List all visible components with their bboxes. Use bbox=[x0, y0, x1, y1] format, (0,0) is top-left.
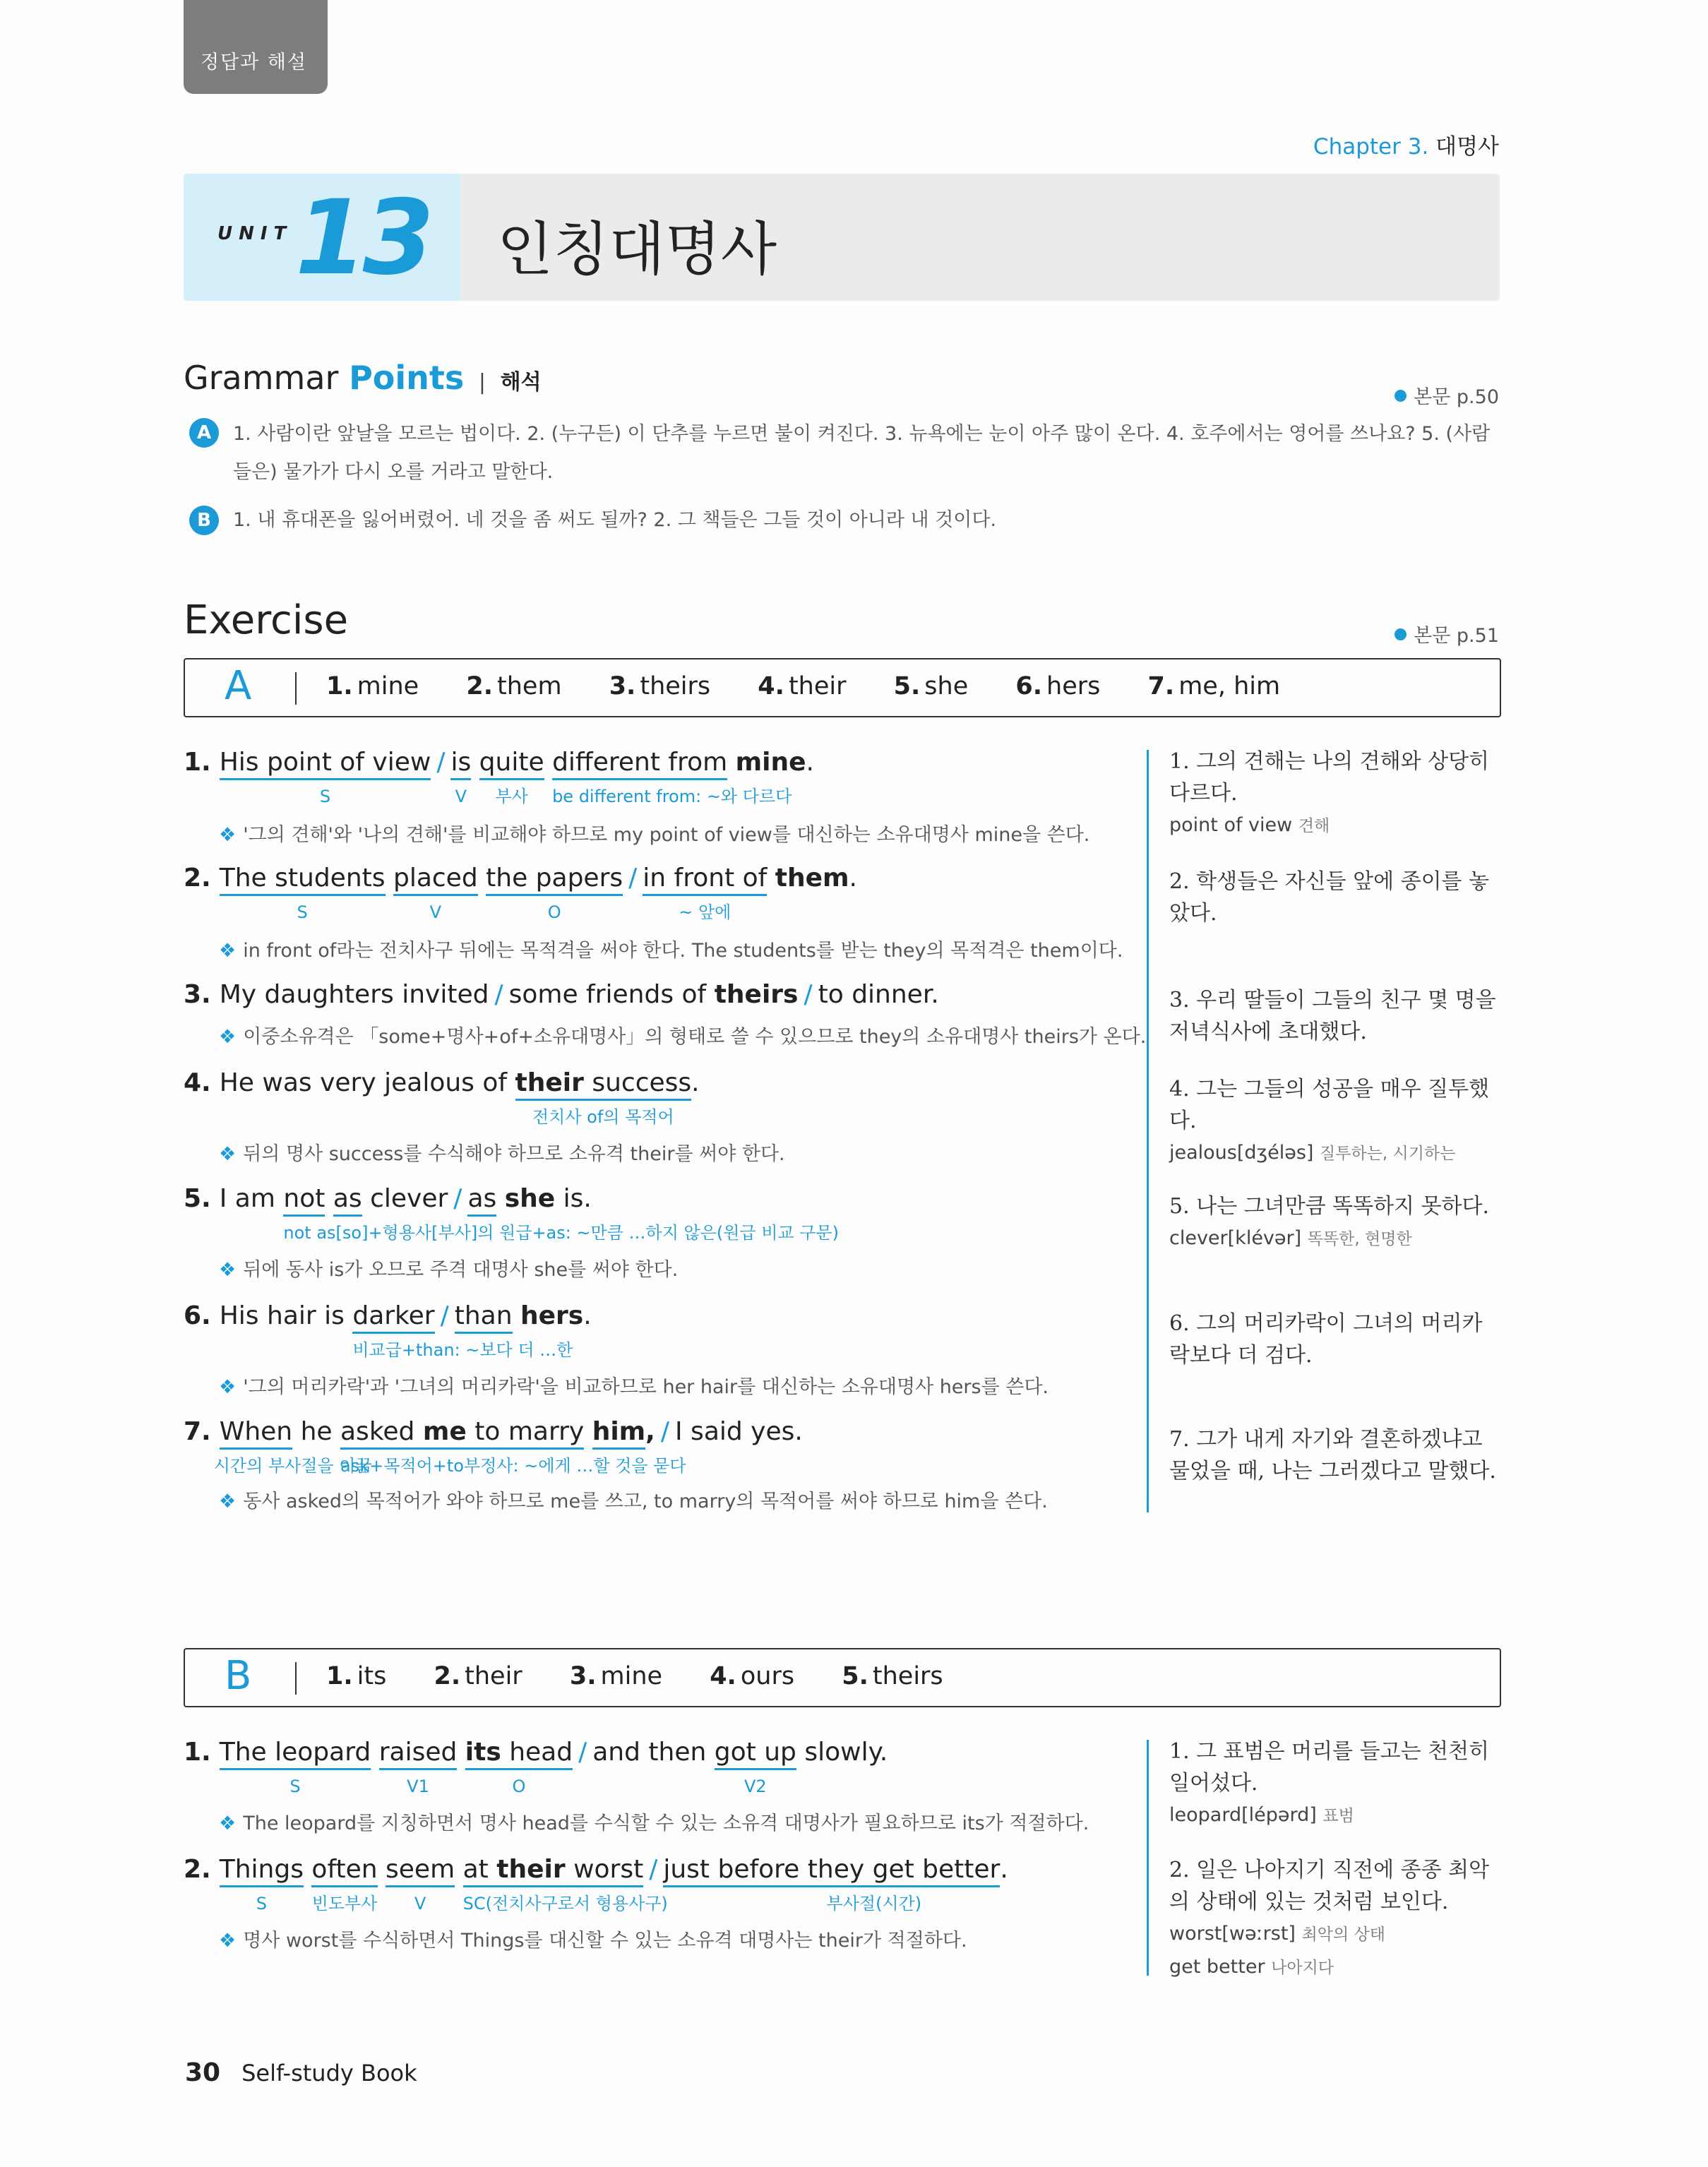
unit-number-box bbox=[184, 174, 460, 301]
bullet-dot-icon bbox=[1395, 628, 1407, 640]
answer-item: 5. she bbox=[893, 672, 969, 700]
grammar-a-line1: 1. 사람이란 앞날을 모르는 법이다. 2. (누구든) 이 단추를 누르면 불이 켜진다. 3. 뉴욕에는 눈이 아주 많이 온다. 4. 호주에서는 영어를 쓰나요? 5. (사람 bbox=[233, 423, 1491, 445]
unit-title: 인칭대명사 bbox=[497, 216, 777, 283]
section-b-divider bbox=[1147, 1740, 1149, 1976]
grammar-page-ref bbox=[1395, 381, 1499, 409]
unit-header bbox=[184, 174, 1500, 301]
underlined-phrase: different from be different from: ~와 다르다 bbox=[552, 748, 792, 806]
underlined-phrase: often 빈도부사 bbox=[311, 1855, 378, 1914]
sentence-a6: 6. His hair is darker 비교급+than: ~보다 더 …한 / than hers. bbox=[184, 1301, 592, 1360]
answer-b-letter: B bbox=[225, 1653, 252, 1699]
answer-item: 3. mine bbox=[569, 1662, 663, 1690]
chapter-name: 대명사 bbox=[1435, 134, 1499, 160]
sentence-a1: 1. His point of view S / is V quite 부사 different from be different from: ~와 다르다 mine. bbox=[184, 748, 814, 806]
answer-box-a bbox=[184, 658, 1501, 717]
underlined-phrase: When 시간의 부사절을 이끎 bbox=[213, 1417, 372, 1476]
answer-box-b bbox=[184, 1648, 1501, 1707]
underlined-phrase: him bbox=[592, 1416, 645, 1450]
underlined-phrase: in front of ~ 앞에 bbox=[643, 864, 768, 922]
underlined-phrase: at their worst SC(전치사구로서 형용사구) bbox=[462, 1855, 668, 1914]
answer-item: 2. their bbox=[434, 1662, 522, 1690]
grammar-points-title: Grammar Points | 해석 bbox=[184, 359, 542, 397]
underlined-phrase: His point of view S bbox=[219, 748, 431, 806]
sentence-b1: 1. The leopard S raised V1 its head O / and then got up V2 slowly. bbox=[184, 1738, 888, 1796]
underlined-phrase: the papers O bbox=[486, 864, 623, 922]
explanation-b2: ❖ 명사 worst를 수식하면서 Things를 대신할 수 있는 소유격 대명사는 their가 적절하다. bbox=[219, 1930, 967, 1952]
translation-a1: 1. 그의 견해는 나의 견해와 상당히 다르다. point of view 견해 bbox=[1169, 749, 1490, 836]
answer-item: 1. its bbox=[326, 1662, 387, 1690]
grammar-a-text bbox=[233, 415, 1504, 491]
grammar-page-ref-text: 본문 p.50 bbox=[1414, 386, 1499, 408]
translation-a6: 6. 그의 머리카락이 그녀의 머리카락보다 더 검다. bbox=[1169, 1311, 1483, 1368]
translation-a5: 5. 나는 그녀만큼 똑똑하지 못하다. clever[klévər] 똑똑한, 현명한 bbox=[1169, 1194, 1490, 1249]
explanation-a1: ❖ '그의 견해'와 '나의 견해'를 비교해야 하므로 my point of view를 대신하는 소유대명사 mine을 쓴다. bbox=[219, 824, 1090, 846]
exercise-page-ref bbox=[1395, 620, 1499, 647]
explanation-a2: ❖ in front of라는 전치사구 뒤에는 목적격을 써야 한다. The students를 받는 they의 목적격은 them이다. bbox=[219, 940, 1123, 962]
chapter-label bbox=[1313, 129, 1499, 160]
underlined-phrase: seem V bbox=[386, 1855, 455, 1914]
translation-a3: 3. 우리 딸들이 그들의 친구 몇 명을 저녁식사에 초대했다. bbox=[1169, 988, 1496, 1044]
underlined-phrase: not not as[so]+형용사[부사]의 원급+as: ~만큼 …하지 않은(원급 비교 구문) bbox=[283, 1184, 839, 1243]
divider bbox=[295, 1662, 297, 1695]
exercise-title: Exercise bbox=[184, 597, 349, 643]
underlined-phrase: got up V2 bbox=[714, 1738, 796, 1796]
translation-word: 해석 bbox=[500, 370, 542, 395]
chapter-prefix: Chapter 3. bbox=[1313, 134, 1429, 160]
underlined-phrase: Things S bbox=[219, 1855, 304, 1914]
underlined-phrase: as bbox=[333, 1183, 362, 1217]
underlined-phrase: than bbox=[455, 1301, 513, 1334]
grammar-b-text: 1. 내 휴대폰을 잃어버렸어. 네 것을 좀 써도 될까? 2. 그 책들은 그들 것이 아니라 내 것이다. bbox=[233, 509, 997, 531]
section-a-divider bbox=[1147, 750, 1149, 1512]
circle-b-icon: B bbox=[189, 506, 219, 535]
explanation-a6: ❖ '그의 머리카락'과 '그녀의 머리카락'을 비교하므로 her hair를 대신하는 소유대명사 hers를 쓴다. bbox=[219, 1376, 1049, 1398]
translation-b2: 2. 일은 나아지기 직전에 종종 최악의 상태에 있는 것처럼 보인다. worst[wəːrst] 최악의 상태 get better 나아지다 bbox=[1169, 1858, 1490, 1978]
explanation-a5: ❖ 뒤에 동사 is가 오므로 주격 대명사 she를 써야 한다. bbox=[219, 1259, 679, 1281]
translation-a4: 4. 그는 그들의 성공을 매우 질투했다. jealous[dʒéləs] 질투하는, 시기하는 bbox=[1169, 1077, 1490, 1164]
underlined-phrase: just before they get better 부사절(시간) bbox=[663, 1855, 1001, 1914]
underlined-phrase: is V bbox=[450, 748, 472, 806]
translation-b1: 1. 그 표범은 머리를 들고는 천천히 일어섰다. leopard[lépərd] 표범 bbox=[1169, 1739, 1490, 1826]
sentence-a4: 4. He was very jealous of their success 전치사 of의 목적어 . bbox=[184, 1068, 700, 1127]
divider bbox=[295, 672, 297, 705]
explanation-a7: ❖ 동사 asked의 목적어가 와야 하므로 me를 쓰고, to marry의 목적어를 써야 하므로 him을 쓴다. bbox=[219, 1491, 1048, 1512]
underlined-phrase: The leopard S bbox=[219, 1738, 371, 1796]
underlined-phrase: darker 비교급+than: ~보다 더 …한 bbox=[352, 1301, 573, 1360]
sentence-a2: 2. The students S placed V the papers O / in front of ~ 앞에 them. bbox=[184, 864, 857, 922]
page-footer bbox=[185, 2058, 417, 2087]
answer-item: 4. ours bbox=[710, 1662, 795, 1690]
unit-word: UNIT bbox=[217, 223, 293, 244]
circle-a-icon: A bbox=[189, 418, 219, 448]
answer-b-list bbox=[326, 1662, 983, 1690]
sentence-a3: 3. My daughters invited / some friends of theirs / to dinner. bbox=[184, 980, 939, 1009]
underlined-phrase: The students S bbox=[219, 864, 386, 922]
book-name: Self-study Book bbox=[241, 2060, 417, 2087]
underlined-phrase: quite 부사 bbox=[479, 748, 544, 806]
underlined-phrase: placed V bbox=[393, 864, 478, 922]
bullet-dot-icon bbox=[1395, 390, 1407, 402]
tab-label: 정답과 해설 bbox=[201, 52, 307, 73]
sentence-a7: 7. When 시간의 부사절을 이끎 he asked me to marry ask+목적어+to부정사: ~에게 …할 것을 묻다 him, / I said yes. bbox=[184, 1417, 803, 1476]
underlined-phrase: asked me to marry ask+목적어+to부정사: ~에게 …할 것을 묻다 bbox=[340, 1417, 686, 1476]
points-title-word: Points bbox=[349, 359, 465, 397]
header-tab bbox=[184, 0, 328, 94]
underlined-phrase: its head O bbox=[465, 1738, 573, 1796]
translation-a2: 2. 학생들은 자신들 앞에 종이를 놓았다. bbox=[1169, 869, 1490, 926]
grammar-a-line2: 들은) 물가가 다시 오를 거라고 말한다. bbox=[233, 461, 554, 483]
underlined-phrase: raised V1 bbox=[378, 1738, 458, 1796]
answer-item: 4. their bbox=[758, 672, 847, 700]
answer-item: 7. me, him bbox=[1147, 672, 1281, 700]
unit-number: 13 bbox=[295, 178, 431, 298]
answer-item: 2. them bbox=[466, 672, 562, 700]
answer-item: 6. hers bbox=[1015, 672, 1101, 700]
answer-a-letter: A bbox=[225, 663, 252, 709]
answer-item: 5. theirs bbox=[842, 1662, 943, 1690]
sentence-a5: 5. I am not not as[so]+형용사[부사]의 원급+as: ~만큼 …하지 않은(원급 비교 구문) as clever / as she is. bbox=[184, 1184, 839, 1243]
explanation-a4: ❖ 뒤의 명사 success를 수식해야 하므로 소유격 their를 써야 한다. bbox=[219, 1143, 785, 1165]
translation-a7: 7. 그가 내게 자기와 결혼하겠냐고 물었을 때, 나는 그러겠다고 말했다. bbox=[1169, 1427, 1496, 1484]
page-number: 30 bbox=[185, 2058, 221, 2087]
exercise-page-ref-text: 본문 p.51 bbox=[1414, 625, 1499, 647]
answer-a-list bbox=[326, 672, 1320, 700]
answer-item: 3. theirs bbox=[609, 672, 711, 700]
answer-item: 1. mine bbox=[326, 672, 419, 700]
underlined-phrase: their success 전치사 of의 목적어 bbox=[515, 1068, 692, 1127]
sentence-b2: 2. Things S often 빈도부사 seem V at their worst SC(전치사구로서 형용사구) / just before they get better 부사절(시간) . bbox=[184, 1855, 1008, 1914]
underlined-phrase: as bbox=[467, 1183, 496, 1217]
explanation-b1: ❖ The leopard를 지칭하면서 명사 head를 수식할 수 있는 소유격 대명사가 필요하므로 its가 적절하다. bbox=[219, 1813, 1089, 1834]
explanation-a3: ❖ 이중소유격은 「some+명사+of+소유대명사」의 형태로 쓸 수 있으므로 they의 소유대명사 theirs가 온다. bbox=[219, 1026, 1147, 1048]
grammar-title-word: Grammar bbox=[184, 359, 339, 397]
